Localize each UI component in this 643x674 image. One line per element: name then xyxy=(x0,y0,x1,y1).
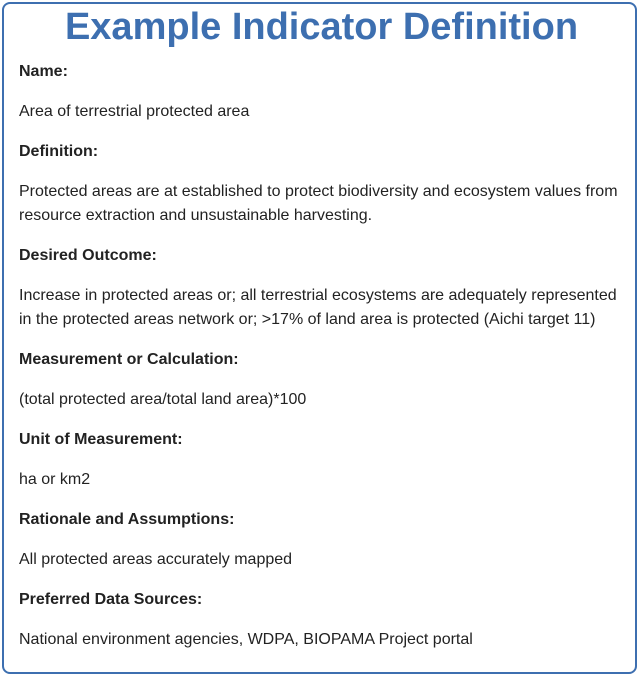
page-title: Example Indicator Definition xyxy=(64,6,579,48)
definition-label: Definition: xyxy=(19,143,99,160)
measurement-label: Measurement or Calculation: xyxy=(19,351,239,368)
indicator-fields xyxy=(19,60,625,668)
unit-label: Unit of Measurement: xyxy=(19,431,183,448)
desired-outcome-label: Desired Outcome: xyxy=(19,247,157,264)
data-sources-label: Preferred Data Sources: xyxy=(19,591,203,608)
definition-value: Protected areas are at established to protect biodiversity and ecosystem values from resource extraction and unsustainable harvesting. xyxy=(19,183,618,224)
unit-value: ha or km2 xyxy=(19,471,91,488)
measurement-value: (total protected area/total land area)*100 xyxy=(19,391,307,408)
desired-outcome-value: Increase in protected areas or; all terrestrial ecosystems are adequately represented in the protected areas network or; >17% of land area is protected (Aichi target 11) xyxy=(19,287,617,328)
data-sources-value: National environment agencies, WDPA, BIOPAMA Project portal xyxy=(19,631,473,648)
name-label: Name: xyxy=(19,63,68,80)
name-value: Area of terrestrial protected area xyxy=(19,103,250,120)
rationale-label: Rationale and Assumptions: xyxy=(19,511,235,528)
rationale-value: All protected areas accurately mapped xyxy=(19,551,293,568)
